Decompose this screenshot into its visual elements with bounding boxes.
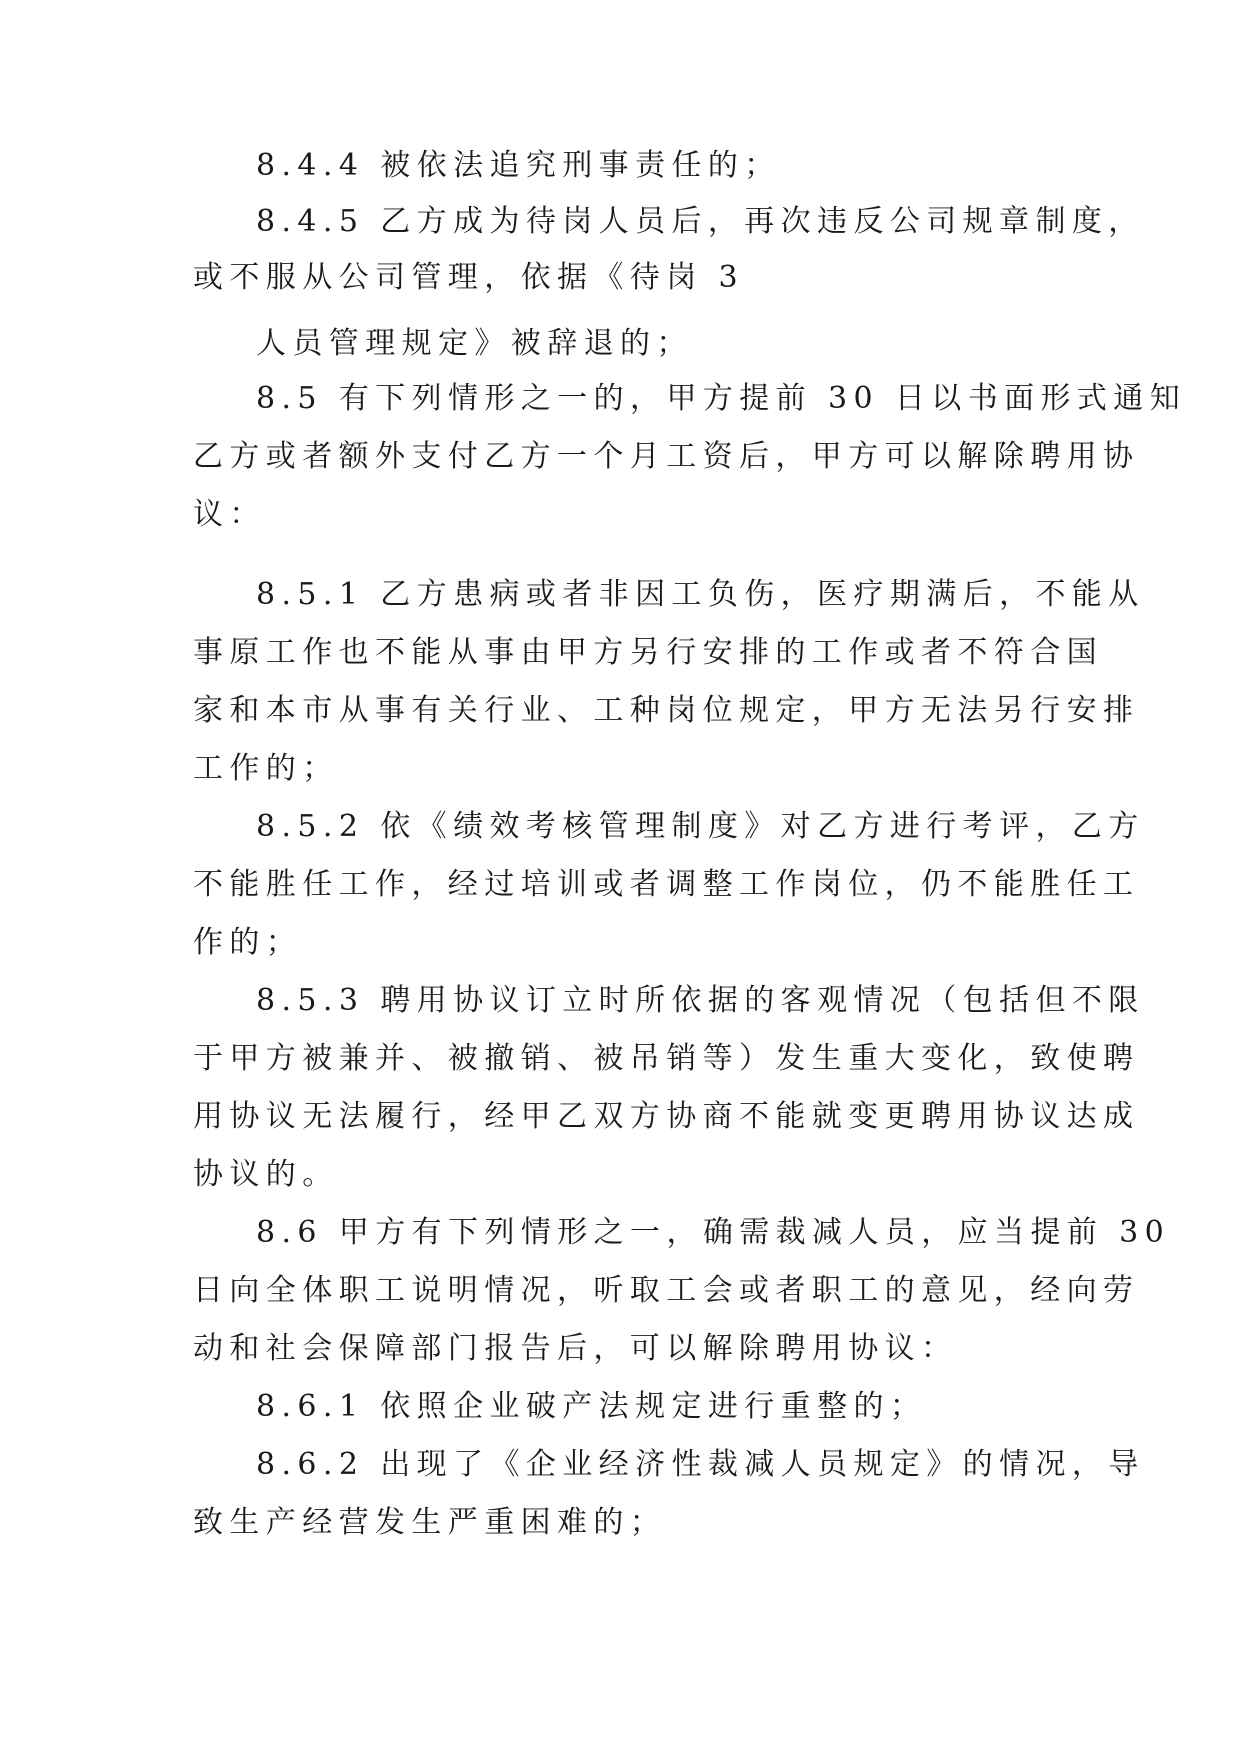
text-line: 8.5.2 依《绩效考核管理制度》对乙方进行考评，乙方	[256, 809, 1145, 844]
text-line: 家和本市从事有关行业、工种岗位规定，甲方无法另行安排	[193, 693, 1140, 728]
text-line: 8.6.2 出现了《企业经济性裁减人员规定》的情况，导	[256, 1447, 1145, 1482]
text-line: 用协议无法履行，经甲乙双方协商不能就变更聘用协议达成	[193, 1099, 1140, 1134]
text-line: 8.6.1 依照企业破产法规定进行重整的；	[256, 1389, 927, 1424]
text-line: 8.5.3 聘用协议订立时所依据的客观情况（包括但不限	[256, 983, 1145, 1018]
text-line: 协议的。	[193, 1157, 339, 1192]
text-line: 作的；	[193, 925, 303, 960]
text-line: 事原工作也不能从事由甲方另行安排的工作或者不符合国	[193, 635, 1103, 670]
text-line: 8.6 甲方有下列情形之一，确需裁减人员，应当提前 30	[256, 1215, 1171, 1250]
text-line: 不能胜任工作，经过培训或者调整工作岗位，仍不能胜任工	[193, 867, 1140, 902]
text-line: 日向全体职工说明情况，听取工会或者职工的意见，经向劳	[193, 1273, 1140, 1308]
text-line: 人员管理规定》被辞退的；	[256, 326, 693, 361]
text-line: 8.4.5 乙方成为待岗人员后，再次违反公司规章制度，	[256, 204, 1145, 239]
text-line: 动和社会保障部门报告后，可以解除聘用协议：	[193, 1331, 958, 1366]
text-line: 致生产经营发生严重困难的；	[193, 1505, 667, 1540]
text-line: 或不服从公司管理，依据《待岗 3	[193, 260, 745, 295]
text-line: 于甲方被兼并、被撤销、被吊销等）发生重大变化，致使聘	[193, 1041, 1140, 1076]
text-line: 8.4.4 被依法追究刑事责任的；	[256, 148, 781, 183]
text-line: 议：	[193, 497, 266, 532]
text-line: 8.5 有下列情形之一的，甲方提前 30 日以书面形式通知	[256, 381, 1187, 416]
text-line: 8.5.1 乙方患病或者非因工负伤，医疗期满后，不能从	[256, 577, 1145, 612]
text-line: 工作的；	[193, 751, 339, 786]
text-line: 乙方或者额外支付乙方一个月工资后，甲方可以解除聘用协	[193, 439, 1140, 474]
